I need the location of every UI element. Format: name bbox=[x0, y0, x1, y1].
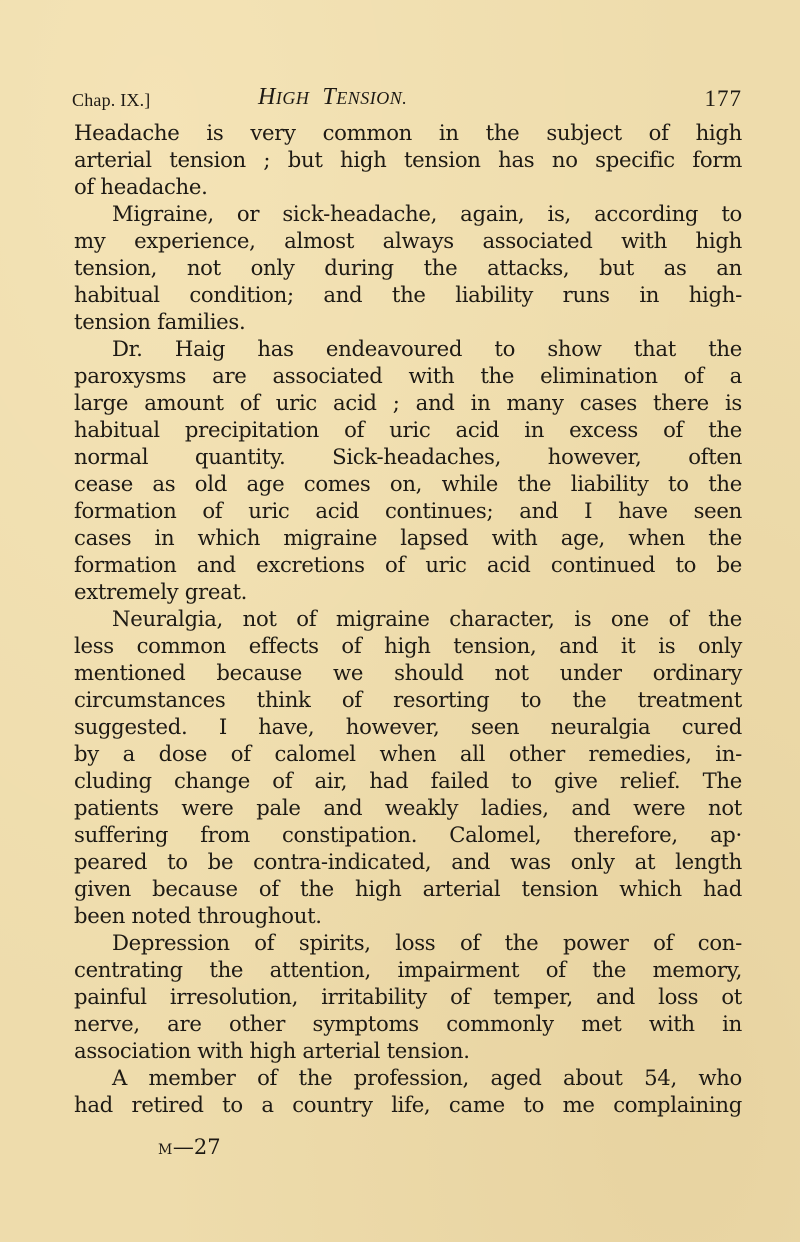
text-line: cases in which migraine lapsed with age, when the bbox=[74, 525, 742, 550]
running-title-initial-2: T bbox=[322, 84, 337, 110]
text-line: paroxysms are associated with the elimination of a bbox=[74, 363, 742, 388]
text-line: habitual condition; and the liability runs in high- bbox=[74, 282, 742, 307]
text-line: mentioned because we should not under ordinary bbox=[74, 660, 742, 685]
text-line: tension families. bbox=[74, 309, 246, 334]
text-line: less common effects of high tension, and it is only bbox=[74, 633, 742, 658]
text-line: cease as old age comes on, while the liability to the bbox=[74, 471, 742, 496]
signature-dash: — bbox=[172, 1135, 194, 1159]
text-line: formation of uric acid continues; and I have seen bbox=[74, 498, 742, 523]
text-line: had retired to a country life, came to me complaining bbox=[74, 1092, 742, 1117]
text-line: tension, not only during the attacks, but as an bbox=[74, 255, 742, 280]
signature-letter: M bbox=[158, 1142, 173, 1158]
text-line: A member of the profession, aged about 54, who bbox=[112, 1065, 742, 1090]
text-line: my experience, almost always associated with high bbox=[74, 228, 742, 253]
signature-number: 27 bbox=[193, 1135, 221, 1159]
text-line: Neuralgia, not of migraine character, is one of the bbox=[112, 606, 742, 631]
text-line: association with high arterial tension. bbox=[74, 1038, 470, 1063]
text-line: peared to be contra-indicated, and was only at length bbox=[74, 849, 742, 874]
text-line: given because of the high arterial tension which had bbox=[74, 876, 742, 901]
text-line: painful irresolution, irritability of temper, and loss ot bbox=[74, 984, 742, 1009]
text-line: Migraine, or sick-headache, again, is, according to bbox=[112, 201, 742, 226]
text-line: nerve, are other symptoms commonly met with in bbox=[74, 1011, 742, 1036]
signature-mark bbox=[158, 1135, 221, 1159]
text-line: extremely great. bbox=[74, 579, 248, 604]
text-line: of headache. bbox=[74, 174, 208, 199]
running-title-rest-1: IGH bbox=[275, 88, 310, 108]
text-line: suggested. I have, however, seen neuralgia cured bbox=[74, 714, 742, 739]
text-line: formation and excretions of uric acid continued to be bbox=[74, 552, 742, 577]
text-line: suffering from constipation. Calomel, therefore, ap· bbox=[74, 822, 742, 847]
running-title-initial-1: H bbox=[258, 84, 276, 110]
text-line: normal quantity. Sick-headaches, however, often bbox=[74, 444, 742, 469]
text-line: Headache is very common in the subject of high bbox=[74, 120, 742, 145]
running-title-rest-2: ENSION. bbox=[336, 88, 408, 108]
running-title bbox=[258, 84, 407, 111]
body-text bbox=[74, 119, 742, 1118]
text-line: arterial tension ; but high tension has no specific form bbox=[74, 147, 742, 172]
text-line: habitual precipitation of uric acid in excess of the bbox=[74, 417, 742, 442]
text-line: patients were pale and weakly ladies, and were not bbox=[74, 795, 742, 820]
text-line: been noted throughout. bbox=[74, 903, 322, 928]
text-line: centrating the attention, impairment of the memory, bbox=[74, 957, 742, 982]
chapter-label: Chap. IX.] bbox=[72, 90, 151, 110]
text-line: circumstances think of resorting to the treatment bbox=[74, 687, 742, 712]
text-line: Depression of spirits, loss of the power of con- bbox=[112, 930, 742, 955]
text-line: by a dose of calomel when all other remedies, in- bbox=[74, 741, 742, 766]
page-number: 177 bbox=[704, 86, 742, 111]
text-line: large amount of uric acid ; and in many cases there is bbox=[74, 390, 742, 415]
text-line: cluding change of air, had failed to give relief. The bbox=[74, 768, 742, 793]
running-head bbox=[72, 84, 742, 114]
text-line: Dr. Haig has endeavoured to show that the bbox=[112, 336, 742, 361]
